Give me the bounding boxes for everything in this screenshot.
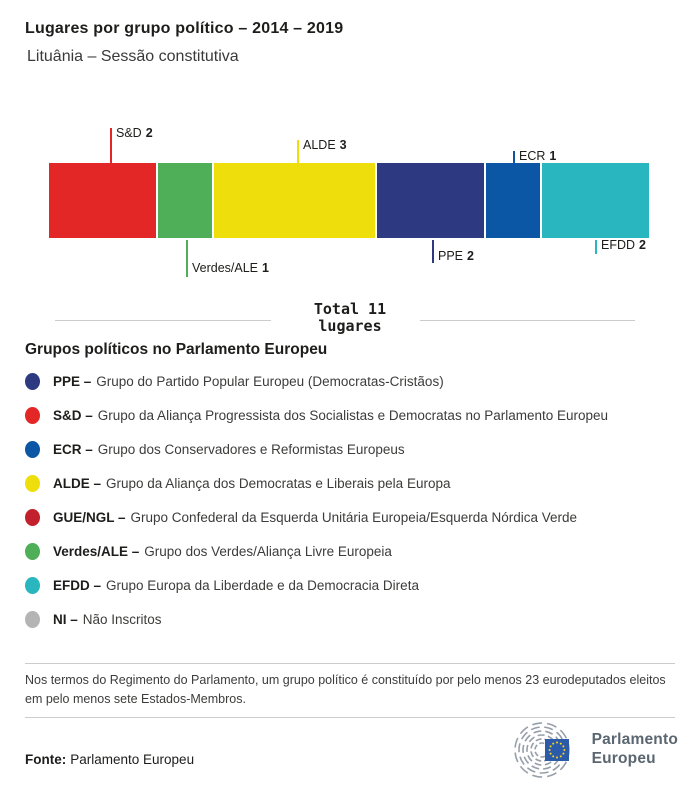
legend-item-verdes bbox=[25, 534, 675, 568]
callout-label-alde bbox=[303, 138, 347, 152]
footnote: Nos termos do Regimento do Parlamento, um grupo político é constituído por pelo menos 23 eurodeputados eleitos em pelo menos sete Estados-Membros. bbox=[25, 673, 666, 707]
group-desc: Grupo dos Conservadores e Reformistas Europeus bbox=[97, 441, 405, 457]
alde-color-dot bbox=[25, 475, 40, 492]
group-desc: Não Inscritos bbox=[82, 611, 162, 627]
group-desc: Grupo da Aliança Progressista dos Socialistas e Democratas no Parlamento Europeu bbox=[97, 407, 609, 423]
legend-item-efdd bbox=[25, 568, 675, 602]
logo-wordmark bbox=[592, 731, 678, 768]
group-abbr: Verdes/ALE – bbox=[53, 543, 140, 559]
group-desc: Grupo dos Verdes/Aliança Livre Europeia bbox=[144, 543, 392, 559]
total-title: Total 11 bbox=[313, 300, 387, 318]
group-name: PPE bbox=[438, 249, 464, 263]
verdes-color-dot bbox=[25, 543, 40, 560]
legend-item-guengl bbox=[25, 500, 675, 534]
source-label: Fonte: bbox=[25, 752, 67, 767]
callout-label-sd bbox=[116, 126, 153, 140]
seat-count: 2 bbox=[639, 238, 646, 252]
group-abbr: GUE/NGL – bbox=[53, 509, 126, 525]
logo-line1: Parlamento bbox=[591, 731, 678, 749]
callout-label-ppe bbox=[438, 249, 474, 263]
group-name: Verdes/ALE bbox=[192, 261, 259, 275]
page-subtitle: Lituânia – Sessão constitutiva bbox=[27, 48, 239, 65]
european-parliament-logo bbox=[512, 722, 678, 778]
group-abbr: EFDD – bbox=[53, 577, 102, 593]
seat-count: 2 bbox=[145, 126, 153, 140]
bar-segment-ecr[interactable] bbox=[486, 163, 540, 238]
bar-segment-verdes[interactable] bbox=[158, 163, 212, 238]
group-name: ALDE bbox=[303, 138, 336, 152]
bar-segment-efdd[interactable] bbox=[542, 163, 649, 238]
divider-bottom bbox=[25, 717, 675, 718]
parliament-hemicycle-icon bbox=[512, 722, 584, 778]
group-abbr: ALDE – bbox=[53, 475, 102, 491]
seat-count: 2 bbox=[467, 249, 474, 263]
legend-item-ppe bbox=[25, 364, 675, 398]
seat-count: 1 bbox=[262, 261, 269, 275]
group-abbr: S&D – bbox=[53, 407, 93, 423]
callout-tick-efdd bbox=[595, 240, 597, 254]
seat-count: 3 bbox=[339, 138, 347, 152]
group-desc: Grupo Europa da Liberdade e da Democracia Direta bbox=[106, 577, 419, 593]
group-abbr: NI – bbox=[53, 611, 78, 627]
ecr-color-dot bbox=[25, 441, 40, 458]
ni-color-dot bbox=[25, 611, 40, 628]
callout-tick-ecr bbox=[513, 151, 515, 163]
legend-item-sd bbox=[25, 398, 675, 432]
divider-top bbox=[25, 663, 675, 664]
group-desc: Grupo da Aliança dos Democratas e Liberais pela Europa bbox=[106, 475, 451, 491]
legend-item-ecr bbox=[25, 432, 675, 466]
callout-tick-alde bbox=[297, 140, 299, 163]
legend-heading: Grupos políticos no Parlamento Europeu bbox=[25, 341, 328, 358]
ppe-color-dot bbox=[25, 373, 40, 390]
group-abbr: ECR – bbox=[53, 441, 93, 457]
callout-label-efdd bbox=[601, 238, 646, 252]
efdd-color-dot bbox=[25, 577, 40, 594]
callout-tick-verdes bbox=[186, 240, 188, 277]
legend-list bbox=[25, 364, 675, 636]
total-subtitle: lugares bbox=[318, 317, 382, 336]
group-name: EFDD bbox=[601, 238, 636, 252]
bar-segment-alde[interactable] bbox=[214, 163, 375, 238]
page-title: Lugares por grupo político – 2014 – 2019 bbox=[25, 20, 344, 37]
legend-item-ni bbox=[25, 602, 675, 636]
group-desc: Grupo do Partido Popular Europeu (Democratas-Cristãos) bbox=[96, 373, 444, 389]
sd-color-dot bbox=[25, 407, 40, 424]
group-name: ECR bbox=[519, 149, 546, 163]
source-line bbox=[25, 752, 194, 767]
group-name: S&D bbox=[116, 126, 142, 140]
seat-count: 1 bbox=[549, 149, 557, 163]
callout-tick-ppe bbox=[432, 240, 434, 263]
seats-bar-chart bbox=[0, 0, 700, 300]
group-abbr: PPE – bbox=[53, 373, 92, 389]
stacked-bar bbox=[49, 163, 649, 238]
bar-segment-ppe[interactable] bbox=[377, 163, 484, 238]
guengl-color-dot bbox=[25, 509, 40, 526]
callout-label-ecr bbox=[519, 149, 556, 163]
source-value: Parlamento Europeu bbox=[70, 752, 195, 767]
callout-label-verdes bbox=[192, 261, 269, 275]
group-desc: Grupo Confederal da Esquerda Unitária Europeia/Esquerda Nórdica Verde bbox=[130, 509, 578, 525]
callout-tick-sd bbox=[110, 128, 112, 163]
legend-item-alde bbox=[25, 466, 675, 500]
total-seats bbox=[0, 301, 700, 336]
logo-line2: Europeu bbox=[591, 750, 656, 767]
bar-segment-sd[interactable] bbox=[49, 163, 156, 238]
